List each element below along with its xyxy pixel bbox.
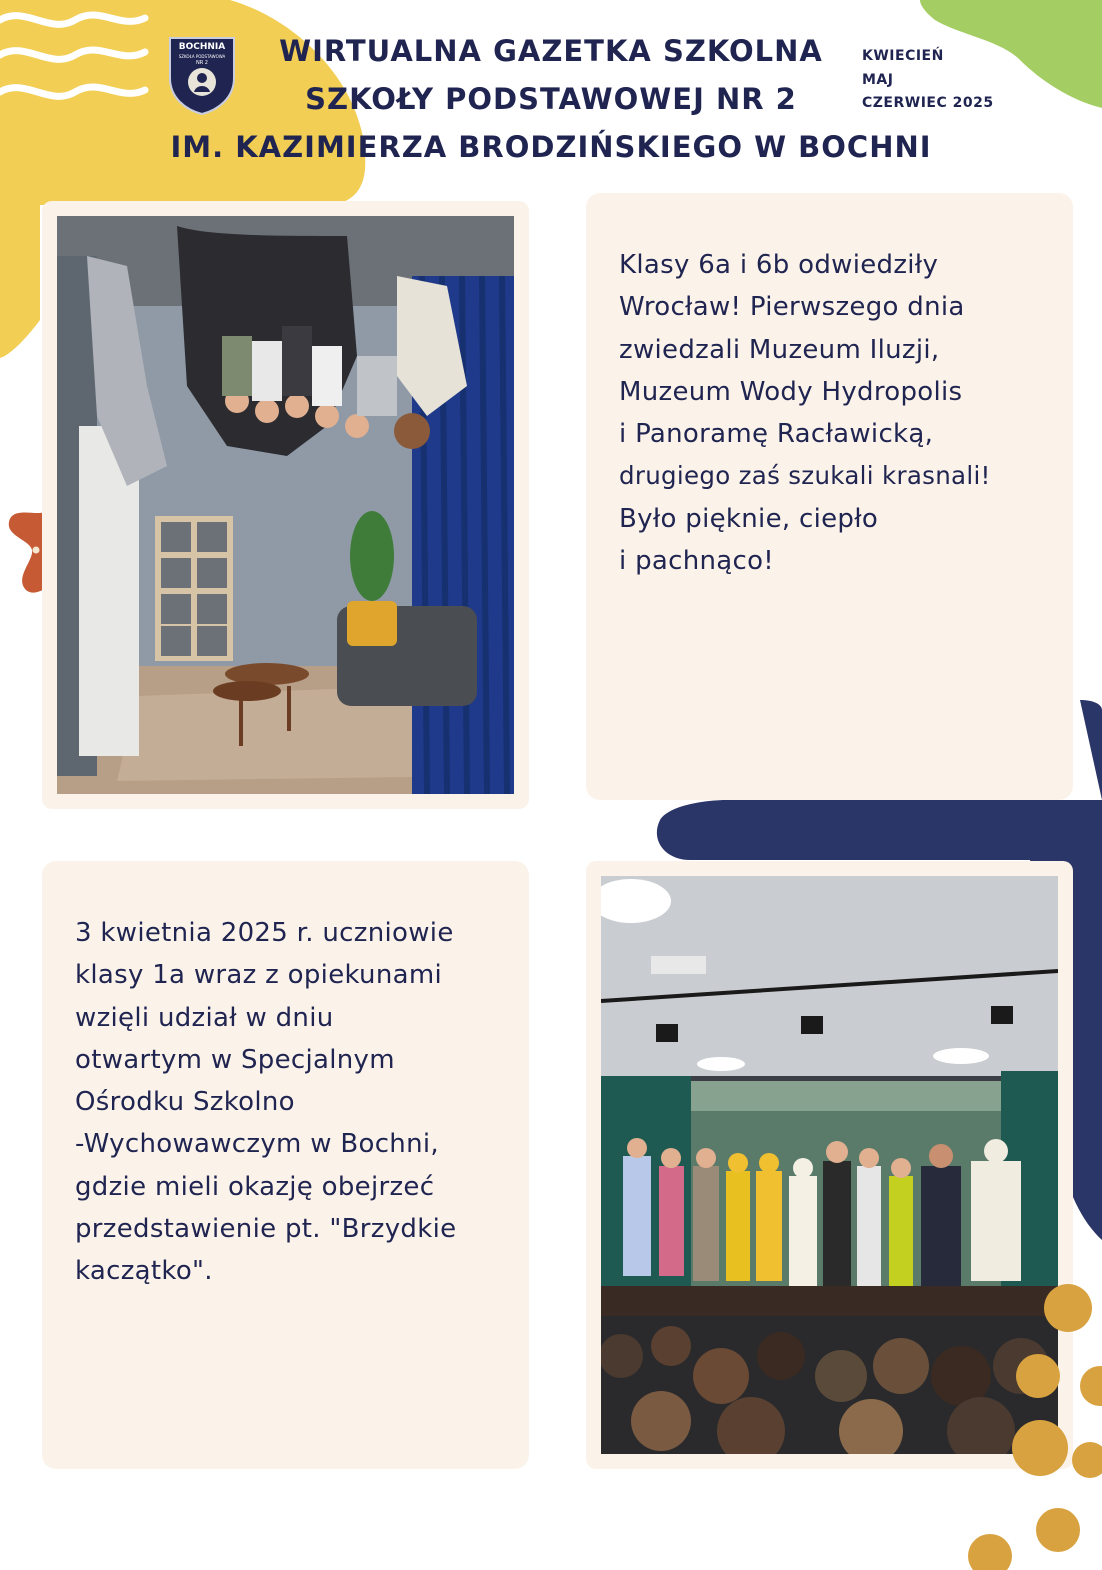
article-1-line: drugiego zaś szukali krasnali! — [619, 461, 991, 491]
article-2-line: otwartym w Specjalnym — [75, 1044, 395, 1075]
article-2-line: przedstawienie pt. "Brzydkie — [75, 1214, 457, 1245]
article-2-line: klasy 1a wraz z opiekunami — [75, 960, 442, 991]
article-2-line: gdzie mieli okazję obejrzeć — [75, 1171, 435, 1202]
article-2-line: 3 kwietnia 2025 r. uczniowie — [75, 918, 454, 948]
logo-num-text: NR 2 — [196, 60, 208, 66]
article-2-line: -Wychowawczym w Bochni, — [75, 1129, 439, 1160]
title-line-1: WIRTUALNA GAZETKA SZKOLNA — [279, 34, 823, 68]
text-card-2 — [42, 861, 529, 1469]
text-card-1 — [586, 193, 1073, 800]
article-1-line: Było pięknie, ciepło — [619, 503, 879, 534]
article-1-line: i Panoramę Racławicką, — [619, 419, 934, 450]
article-1-line: i pachnąco! — [619, 546, 775, 577]
date-line-3: CZERWIEC 2025 — [862, 95, 994, 111]
article-2-line: wzięli udział w dniu — [75, 1002, 334, 1033]
article-1-line: Muzeum Wody Hydropolis — [619, 376, 963, 407]
logo-top-text: BOCHNIA — [178, 42, 226, 52]
article-2-line: kaczątko". — [75, 1256, 213, 1287]
article-1-text — [619, 244, 991, 582]
article-1-line: Klasy 6a i 6b odwiedziły — [619, 250, 939, 280]
title-line-2: SZKOŁY PODSTAWOWEJ NR 2 — [305, 82, 797, 116]
article-1-line: zwiedzali Muzeum Iluzji, — [619, 334, 940, 365]
photo-frame-1 — [42, 201, 529, 809]
article-2-line: Ośrodku Szkolno — [75, 1087, 295, 1118]
date-line-1: KWIECIEŃ — [862, 48, 944, 64]
dots-decoration — [960, 1278, 1102, 1570]
article-2-text — [75, 912, 456, 1293]
logo-sub-text: SZKOŁA PODSTAWOWA — [178, 54, 226, 59]
upside-down-room-photo — [57, 216, 514, 794]
title-line-3: IM. KAZIMIERZA BRODZIŃSKIEGO W BOCHNI — [170, 130, 932, 164]
date-line-2: MAJ — [862, 72, 894, 88]
article-1-line: Wrocław! Pierwszego dnia — [619, 292, 965, 323]
